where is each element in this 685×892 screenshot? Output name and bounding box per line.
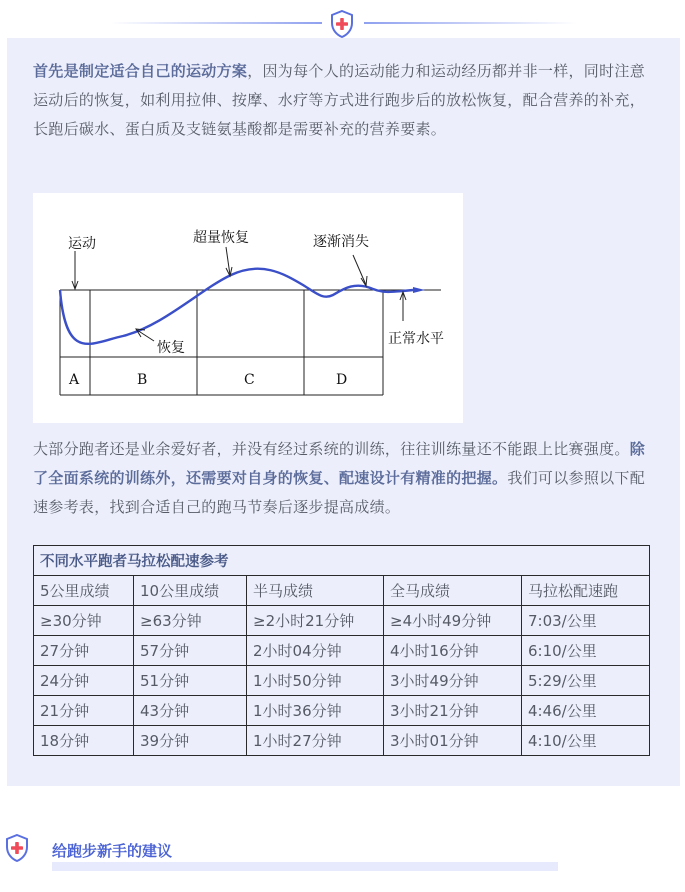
- table-cell: ≥30分钟: [34, 606, 134, 636]
- curve-arrowhead: [413, 287, 425, 293]
- label-supercompensation: 超量恢复: [193, 230, 249, 246]
- table-row: [34, 606, 650, 636]
- intro-bold-lead: 首先是制定适合自己的运动方案: [33, 62, 248, 80]
- table-cell: 4:46/公里: [522, 696, 650, 726]
- section-title: 给跑步新手的建议: [52, 842, 173, 860]
- table-cell: ≥2小时21分钟: [247, 606, 384, 636]
- table-cell: 7:03/公里: [522, 606, 650, 636]
- training-bold: 除了全面系统的训练外，还需要对自身的恢复、配速设计有精准的把握。: [33, 440, 646, 487]
- table-cell: 3小时49分钟: [384, 666, 522, 696]
- column-header: 5公里成绩: [34, 576, 134, 606]
- section-title-underline: [52, 862, 558, 871]
- table-caption-row: [34, 546, 650, 576]
- table-row: [34, 726, 650, 756]
- label-recovery: 恢复: [157, 340, 185, 356]
- table-cell: ≥63分钟: [134, 606, 247, 636]
- table-row: [34, 666, 650, 696]
- table-cell: 4:10/公里: [522, 726, 650, 756]
- intro-text: ，因为每个人的运动能力和运动经历都并非一样，同时注意运动后的恢复，如利用拉伸、按摩、水疗等方式进行跑步后的放松恢复，配合营养的补充，长跑后碳水、蛋白质及支链氨基酸都是需要补充的营养要素。: [33, 62, 646, 138]
- phase-label-b: B: [137, 372, 148, 388]
- table-cell: 3小时21分钟: [384, 696, 522, 726]
- header-divider-right: [364, 22, 576, 24]
- label-normal-level: 正常水平: [388, 331, 444, 347]
- table-cell: 1小时50分钟: [247, 666, 384, 696]
- training-paragraph: [33, 435, 653, 522]
- table-caption: 不同水平跑者马拉松配速参考: [34, 546, 650, 576]
- column-header: 半马成绩: [247, 576, 384, 606]
- column-header: 全马成绩: [384, 576, 522, 606]
- phase-label-a: A: [69, 372, 80, 388]
- table-cell: 51分钟: [134, 666, 247, 696]
- recovery-curve: [60, 269, 413, 344]
- table-cell: 39分钟: [134, 726, 247, 756]
- table-cell: 6:10/公里: [522, 636, 650, 666]
- phase-label-c: C: [244, 372, 255, 388]
- table-cell: ≥4小时49分钟: [384, 606, 522, 636]
- table-cell: 57分钟: [134, 636, 247, 666]
- supercompensation-figure: [33, 193, 463, 423]
- medical-cross-shield-icon: [5, 834, 29, 862]
- supercompensation-arrow: [226, 247, 230, 275]
- table-header-row: [34, 576, 650, 606]
- training-text-2: 我们可以参照以下配速参考表，找到合适自己的跑马节奏后逐步提高成绩。: [33, 469, 646, 516]
- column-header: 马拉松配速跑: [522, 576, 650, 606]
- label-exercise: 运动: [68, 236, 96, 252]
- intro-paragraph: [33, 57, 653, 144]
- table-row: [34, 636, 650, 666]
- fade-arrow: [353, 255, 366, 285]
- phase-label-d: D: [336, 372, 348, 388]
- table-cell: 4小时16分钟: [384, 636, 522, 666]
- table-cell: 43分钟: [134, 696, 247, 726]
- table-cell: 1小时36分钟: [247, 696, 384, 726]
- medical-cross-shield-icon: [330, 10, 354, 38]
- table-cell: 27分钟: [34, 636, 134, 666]
- column-header: 10公里成绩: [134, 576, 247, 606]
- supercompensation-diagram: [33, 193, 463, 423]
- table-row: [34, 696, 650, 726]
- table-cell: 3小时01分钟: [384, 726, 522, 756]
- table-cell: 2小时04分钟: [247, 636, 384, 666]
- label-fade: 逐渐消失: [313, 234, 369, 250]
- table-cell: 5:29/公里: [522, 666, 650, 696]
- table-cell: 24分钟: [34, 666, 134, 696]
- table-cell: 21分钟: [34, 696, 134, 726]
- header-divider-left: [110, 22, 322, 24]
- pace-reference-table: [33, 545, 650, 756]
- training-text-1: 大部分跑者还是业余爱好者，并没有经过系统的训练，往往训练量还不能跟上比赛强度。: [33, 440, 630, 458]
- table-cell: 1小时27分钟: [247, 726, 384, 756]
- table-cell: 18分钟: [34, 726, 134, 756]
